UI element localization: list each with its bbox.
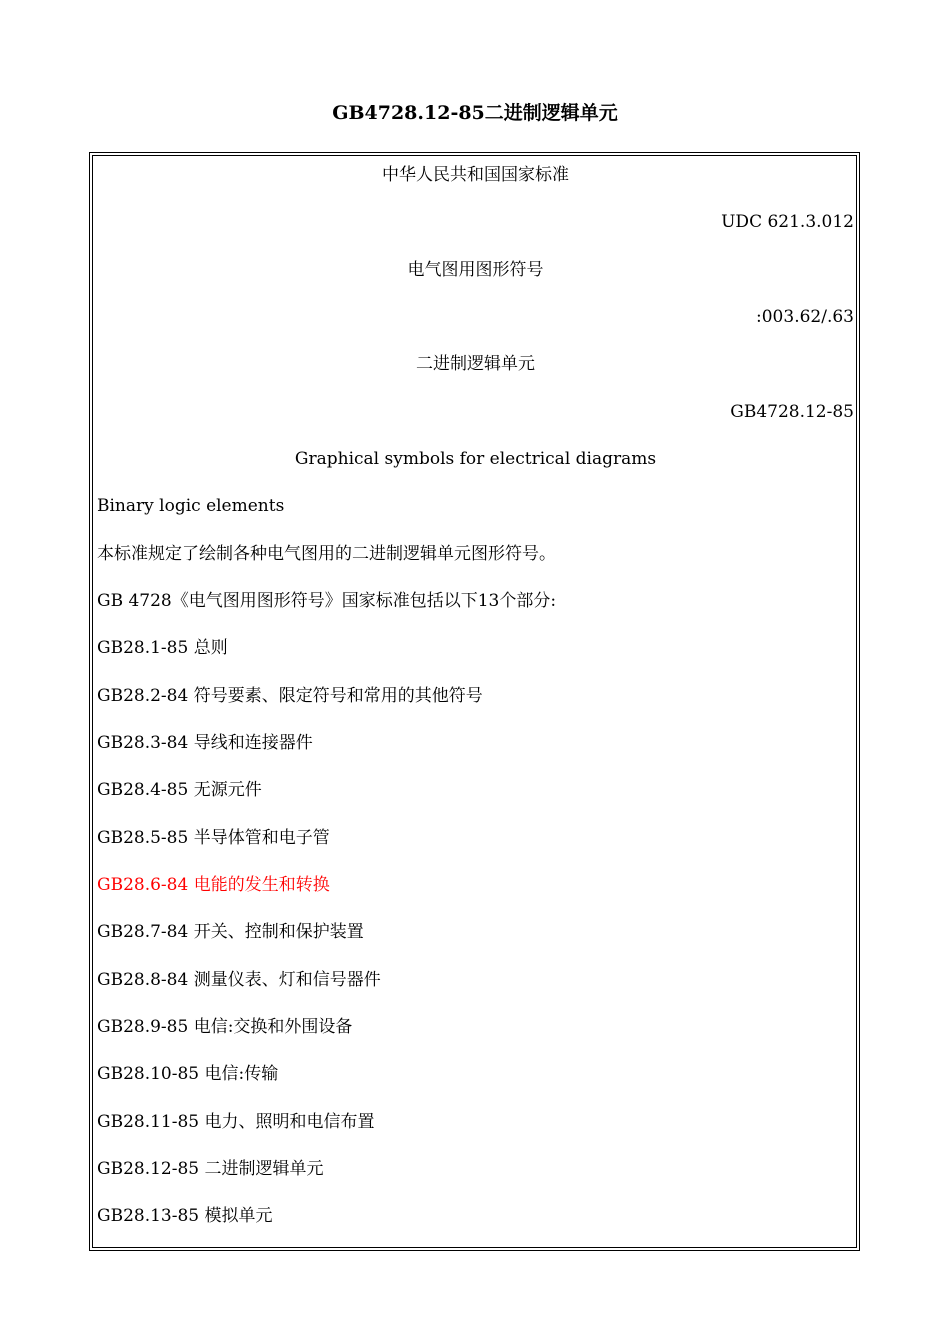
parts-intro-line: GB 4728《电气图用图形符号》国家标准包括以下13个部分: <box>97 591 557 611</box>
english-series-line: Graphical symbols for electrical diagrams <box>294 449 657 469</box>
udc-line: UDC 621.3.012 <box>721 212 854 232</box>
standard-code-line: GB4728.12-85 <box>730 402 854 422</box>
part-list-item: GB28.10-85 电信:传输 <box>97 1064 279 1084</box>
part-list-item: GB28.3-84 导线和连接器件 <box>97 733 313 753</box>
standard-frame <box>89 152 860 1251</box>
english-part-line: Binary logic elements <box>97 496 285 516</box>
series-title-line: 电气图用图形符号 <box>407 260 544 280</box>
part-list-item: GB28.2-84 符号要素、限定符号和常用的其他符号 <box>97 686 483 706</box>
part-list-item: GB28.13-85 模拟单元 <box>97 1206 273 1226</box>
udc-suffix-line: :003.62/.63 <box>756 307 854 327</box>
part-list-item: GB28.7-84 开关、控制和保护装置 <box>97 922 364 942</box>
document-title: GB4728.12-85二进制逻辑单元 <box>332 102 618 124</box>
part-list-item: GB28.8-84 测量仪表、灯和信号器件 <box>97 970 381 990</box>
part-list-item: GB28.12-85 二进制逻辑单元 <box>97 1159 324 1179</box>
part-list-item-highlighted: GB28.6-84 电能的发生和转换 <box>97 875 330 895</box>
country-standard-line: 中华人民共和国国家标准 <box>382 165 569 185</box>
part-title-line: 二进制逻辑单元 <box>416 354 535 374</box>
scope-line: 本标准规定了绘制各种电气图用的二进制逻辑单元图形符号。 <box>97 544 556 564</box>
part-list-item: GB28.5-85 半导体管和电子管 <box>97 828 330 848</box>
part-list-item: GB28.4-85 无源元件 <box>97 780 262 800</box>
part-list-item: GB28.11-85 电力、照明和电信布置 <box>97 1112 375 1132</box>
part-list-item: GB28.9-85 电信:交换和外围设备 <box>97 1017 353 1037</box>
standard-frame-inner <box>92 155 857 1248</box>
part-list-item: GB28.1-85 总则 <box>97 638 228 658</box>
